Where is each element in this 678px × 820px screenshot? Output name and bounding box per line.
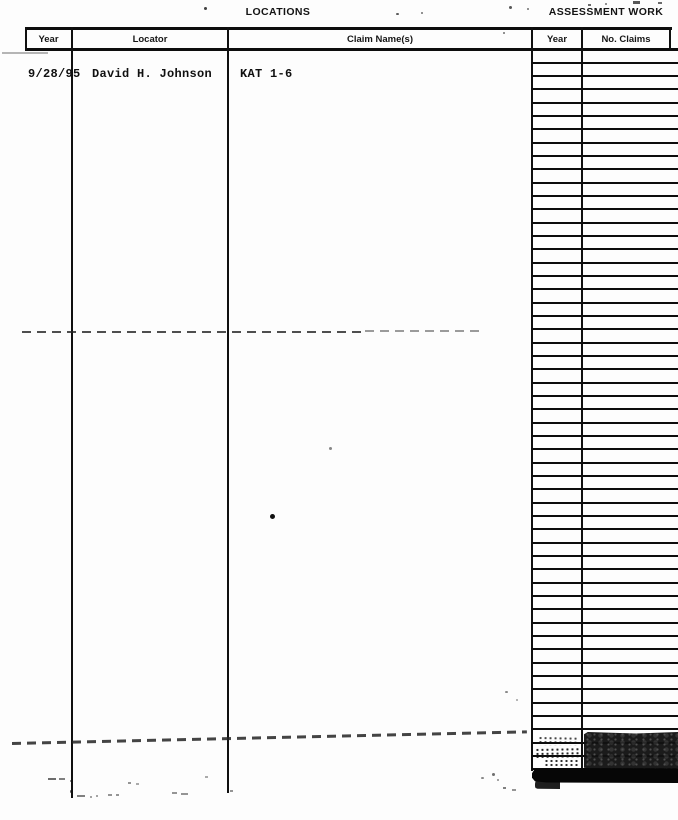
assessment-row <box>531 637 678 650</box>
assessment-row <box>531 277 678 290</box>
divider-locator-claims <box>227 27 229 793</box>
scan-artifact-dash <box>181 793 188 795</box>
scan-artifact-dash <box>658 2 662 4</box>
assessment-row <box>531 304 678 317</box>
scan-artifact-dash <box>503 787 506 789</box>
assessment-row <box>531 677 678 690</box>
scan-artifact-bar <box>532 768 678 783</box>
assessment-row <box>531 144 678 157</box>
scan-artifact-dash <box>230 790 233 792</box>
assessment-row <box>531 557 678 570</box>
assessment-row <box>531 717 678 730</box>
scan-artifact-dline <box>365 330 480 332</box>
assessment-row <box>531 624 678 637</box>
assessment-row <box>531 610 678 623</box>
scan-artifact-dash <box>108 794 112 796</box>
scan-artifact-dline <box>22 331 362 333</box>
assessment-row <box>531 597 678 610</box>
assessment-row <box>531 130 678 143</box>
assessment-work-title: ASSESSMENT WORK <box>548 6 664 18</box>
assessment-row <box>531 77 678 90</box>
assessment-row <box>531 197 678 210</box>
scan-artifact-dot <box>96 795 98 797</box>
scan-artifact-dot <box>396 13 399 15</box>
table-top-rule <box>25 27 672 30</box>
assessment-row <box>531 344 678 357</box>
entry-claim-names: KAT 1-6 <box>240 67 293 81</box>
scan-artifact-dash <box>116 794 119 796</box>
assessment-row <box>531 357 678 370</box>
assessment-row <box>531 504 678 517</box>
assessment-row <box>531 584 678 597</box>
scan-artifact-dot <box>605 3 607 5</box>
assessment-rows <box>531 51 678 771</box>
assessment-row <box>531 51 678 64</box>
assessment-row <box>531 544 678 557</box>
scan-artifact-dash <box>2 52 48 54</box>
assessment-row <box>531 250 678 263</box>
scan-artifact-smudge <box>584 732 678 770</box>
assessment-row <box>531 690 678 703</box>
assessment-row <box>531 370 678 383</box>
scan-artifact-dot <box>421 12 423 14</box>
scan-artifact-speckle <box>538 736 578 746</box>
assessment-row <box>531 650 678 663</box>
scan-artifact-dot <box>204 7 207 10</box>
assessment-row <box>531 64 678 77</box>
assessment-row <box>531 517 678 530</box>
column-header-year-assessment: Year <box>546 33 568 45</box>
scan-artifact-dot <box>492 773 495 776</box>
assessment-row <box>531 384 678 397</box>
scan-artifact-dash <box>588 4 591 6</box>
assessment-row <box>531 530 678 543</box>
scan-artifact-dot <box>70 790 72 793</box>
scan-artifact-bar <box>535 781 560 789</box>
scan-artifact-dot <box>505 691 508 693</box>
column-header-year-locations: Year <box>38 33 59 45</box>
column-header-claim-names: Claim Name(s) <box>347 33 413 45</box>
assessment-row <box>531 704 678 717</box>
scan-artifact-dash <box>512 789 516 791</box>
scan-artifact-dot <box>481 777 484 779</box>
assessment-row <box>531 570 678 583</box>
assessment-row <box>531 464 678 477</box>
assessment-row <box>531 450 678 463</box>
assessment-row <box>531 410 678 423</box>
assessment-row <box>531 90 678 103</box>
assessment-row <box>531 490 678 503</box>
column-header-locator: Locator <box>132 33 168 45</box>
assessment-row <box>531 157 678 170</box>
assessment-row <box>531 437 678 450</box>
entry-location-year: 9/28/95 <box>28 67 81 81</box>
scan-artifact-dot <box>509 6 512 9</box>
assessment-row <box>531 424 678 437</box>
scan-artifact-dot <box>516 699 518 701</box>
scan-artifact-dot <box>527 8 529 10</box>
scan-artifact-dash <box>205 776 208 778</box>
scan-artifact-dot <box>329 447 332 450</box>
column-header-no-claims: No. Claims <box>601 33 651 45</box>
scan-artifact-dot <box>70 780 72 782</box>
assessment-row <box>531 477 678 490</box>
assessment-row <box>531 290 678 303</box>
assessment-row <box>531 397 678 410</box>
entry-locator-name: David H. Johnson <box>92 67 213 81</box>
scan-artifact-dot <box>503 32 505 34</box>
scan-artifact-speckle <box>544 759 578 768</box>
scan-artifact-dash <box>136 783 139 785</box>
scan-artifact-dot <box>270 514 275 519</box>
assessment-row <box>531 317 678 330</box>
scan-artifact-speckle <box>535 747 579 758</box>
divider-year-locator <box>71 27 73 798</box>
scan-artifact-dash <box>48 778 56 780</box>
scan-artifact-dash <box>128 782 131 784</box>
assessment-row <box>531 170 678 183</box>
assessment-row <box>531 104 678 117</box>
assessment-row <box>531 237 678 250</box>
assessment-row <box>531 264 678 277</box>
assessment-row <box>531 330 678 343</box>
assessment-row <box>531 224 678 237</box>
scan-artifact-dot <box>497 779 499 781</box>
scan-artifact-dash <box>172 792 177 794</box>
scan-artifact-dash <box>77 795 85 797</box>
scan-artifact-dline <box>12 730 527 744</box>
locations-title: LOCATIONS <box>245 6 311 18</box>
assessment-row <box>531 210 678 223</box>
assessment-row <box>531 664 678 677</box>
scan-artifact-dash <box>633 1 640 4</box>
scan-artifact-dot <box>90 796 92 798</box>
scan-artifact-dash <box>59 778 65 780</box>
assessment-row <box>531 184 678 197</box>
assessment-row <box>531 117 678 130</box>
